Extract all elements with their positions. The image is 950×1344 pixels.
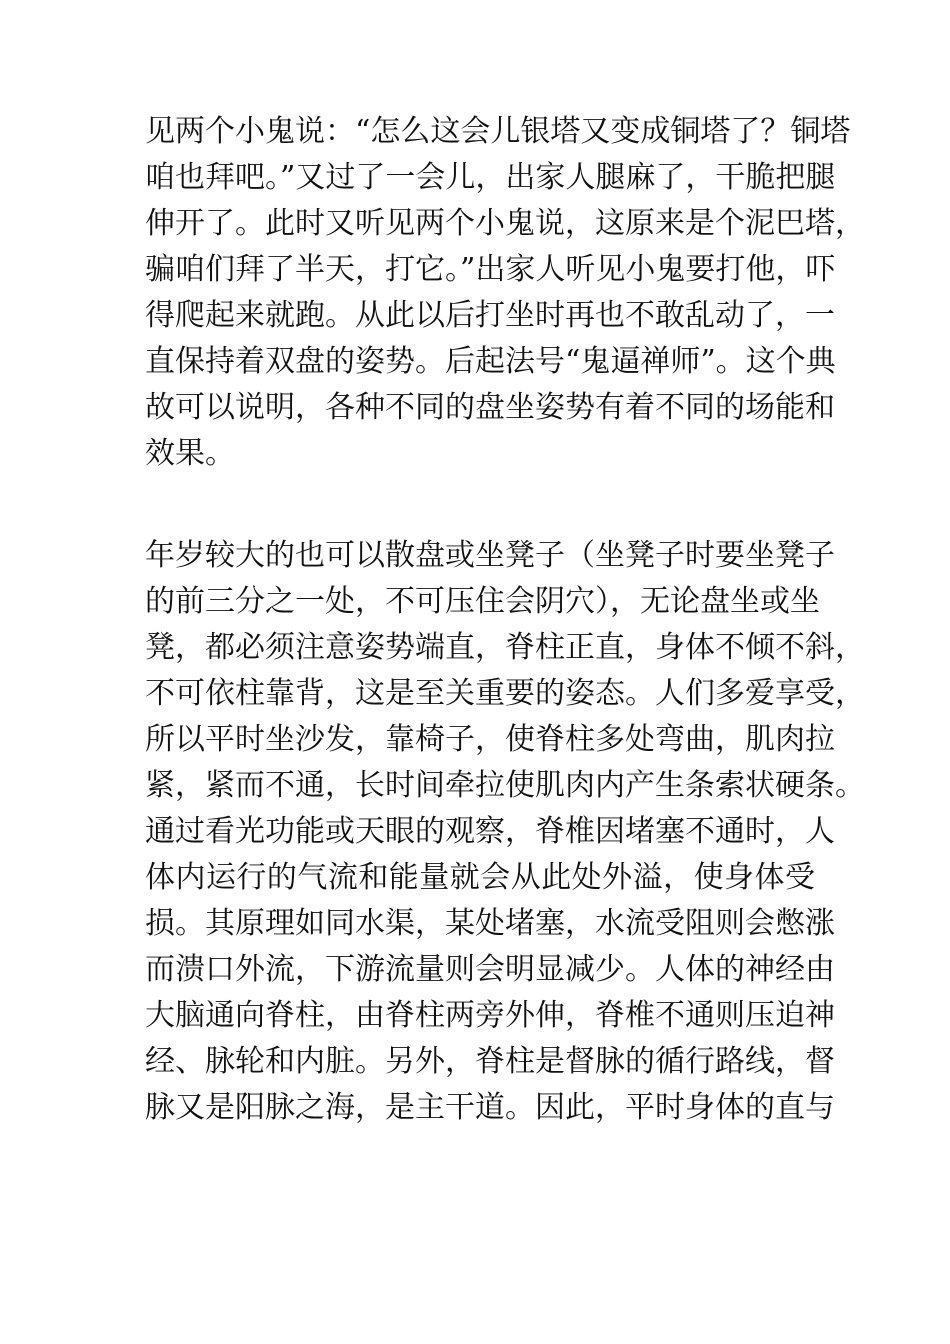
paragraph-line: 凳，都必须注意姿势端直，脊柱正直，身体不倾不斜，	[145, 630, 865, 665]
paragraph-1	[145, 109, 865, 477]
paragraph-line: 体内运行的气流和能量就会从此处外溢，使身体受	[145, 860, 815, 895]
paragraph-line: 大脑通向脊柱，由脊柱两旁外伸，脊椎不通则压迫神	[145, 998, 835, 1033]
paragraph-line: 骗咱们拜了半天，打它。”出家人听见小鬼要打他，吓	[145, 252, 836, 287]
paragraph-2	[145, 533, 865, 1131]
paragraph-line: 伸开了。此时又听见两个小鬼说，这原来是个泥巴塔，	[145, 206, 865, 241]
paragraph-line: 年岁较大的也可以散盘或坐凳子（坐凳子时要坐凳子	[145, 538, 835, 573]
paragraph-line: 通过看光功能或天眼的观察，脊椎因堵塞不通时，人	[145, 814, 835, 849]
paragraph-line: 脉又是阳脉之海，是主干道。因此，平时身体的直与	[145, 1090, 835, 1125]
paragraph-line: 经、脉轮和内脏。另外，脊柱是督脉的循行路线，督	[145, 1044, 835, 1079]
paragraph-line: 见两个小鬼说：“怎么这会儿银塔又变成铜塔了？铜塔	[145, 114, 851, 149]
paragraph-line: 所以平时坐沙发，靠椅子，使脊柱多处弯曲，肌肉拉	[145, 722, 835, 757]
paragraph-line: 故可以说明，各种不同的盘坐姿势有着不同的场能和	[145, 390, 835, 425]
paragraph-line: 直保持着双盘的姿势。后起法号“鬼逼禅师”。这个典	[145, 344, 836, 379]
paragraph-line: 效果。	[145, 436, 235, 471]
paragraph-line: 不可依柱靠背，这是至关重要的姿态。人们多爱享受，	[145, 676, 865, 711]
paragraph-line: 紧，紧而不通，长时间牵拉使肌肉内产生条索状硬条。	[145, 768, 865, 803]
paragraph-line: 的前三分之一处，不可压住会阴穴），无论盘坐或坐	[145, 584, 820, 619]
paragraph-line: 损。其原理如同水渠，某处堵塞，水流受阻则会憋涨	[145, 906, 835, 941]
paragraph-line: 而溃口外流，下游流量则会明显减少。人体的神经由	[145, 952, 835, 987]
paragraph-line: 得爬起来就跑。从此以后打坐时再也不敢乱动了，一	[145, 298, 835, 333]
paragraph-line: 咱也拜吧。”又过了一会儿，出家人腿麻了，干脆把腿	[145, 160, 836, 195]
